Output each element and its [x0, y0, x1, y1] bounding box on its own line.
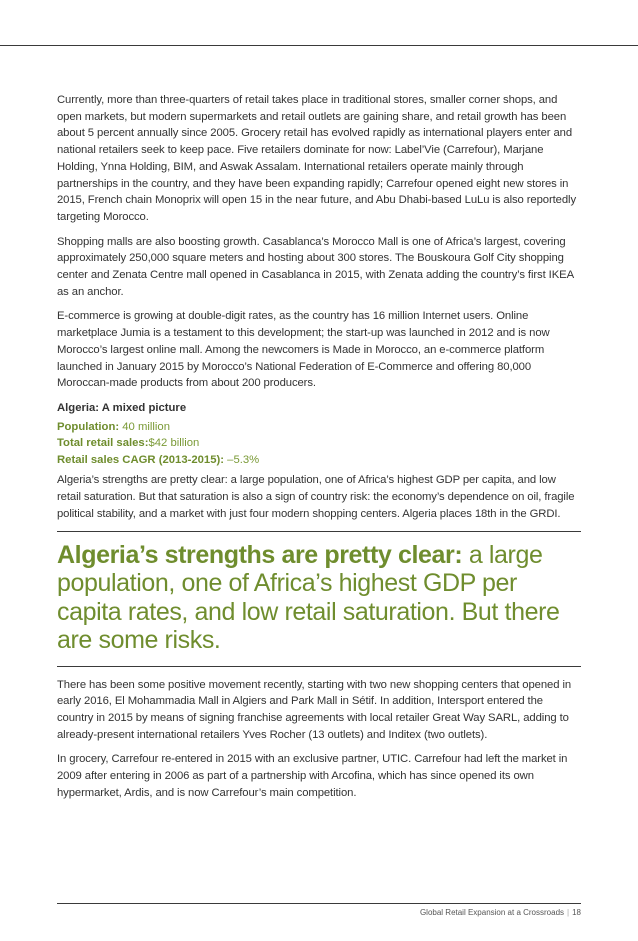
paragraph-e-commerce: E-commerce is growing at double-digit rates, as the country has 16 million Internet users. Online marketplace Jumia is a testament to this development; the start-up was launched in 2012 and is now Morocco’s largest online mall. Among the newcomers is Made in Morocco, an e-commerce platform launched in January 2015 by Morocco’s National Federation of E-Commerce and offering 80,000 Moroccan-made products from about 200 producers.: [57, 310, 550, 390]
algeria-stats: [57, 419, 582, 469]
footer-rule: [57, 903, 581, 904]
top-rule: [0, 45, 638, 46]
stat-population-value: 40 million: [122, 420, 170, 433]
section-heading-algeria: Algeria: A mixed picture: [57, 401, 187, 414]
paragraph-recent-movement: There has been some positive movement recently, starting with two new shopping centers that opened in early 2016, El Mohammadia Mall in Algiers and Park Mall in Sétif. In addition, Intersport entered the country in 2015 by means of signing franchise agreements with local retailer Great Way SARL, adding to already-present international retailers Yves Rocher (13 outlets) and Inditex (two outlets).: [57, 678, 572, 741]
paragraph-algeria-strengths: Algeria’s strengths are pretty clear: a large population, one of Africa’s highest GDP per capita, and low retail saturation. But that saturation is also a sign of country risk: the economy’s dependence on oil, fragile political stability, and a market with just four modern shopping centers. Algeria places 18th in the GRDI.: [57, 474, 575, 520]
page-number: 18: [572, 908, 581, 917]
pull-quote-bottom-rule: [57, 666, 581, 667]
footer-title: Global Retail Expansion at a Crossroads: [419, 908, 565, 917]
stat-retail-sales: [57, 435, 582, 452]
paragraph-grocery: In grocery, Carrefour re-entered in 2015 with an exclusive partner, UTIC. Carrefour had left the market in 2009 after entering in 2006 as part of a partnership with Arcofina, which has since opened its own hypermarket, Ardis, and is now Carrefour’s main competition.: [57, 753, 568, 799]
pull-quote-bold: Algeria’s strengths are pretty clear:: [57, 540, 463, 569]
stat-population: [57, 419, 582, 436]
paragraph-shopping-malls: Shopping malls are also boosting growth. Casablanca’s Morocco Mall is one of Africa’s largest, covering approximately 250,000 square meters and hosting about 300 stores. The Bouskoura Golf City shopping center and Zenata Centre mall opened in Casablanca in 2015, with Zenata adding the country’s first IKEA as an anchor.: [57, 235, 574, 298]
stat-population-label: Population:: [57, 420, 120, 433]
paragraph-retail-overview: Currently, more than three-quarters of retail takes place in traditional stores, smaller corner shops, and open markets, but modern supermarkets and retail outlets are gaining share, and retail growth has been about 5 percent annually since 2005. Grocery retail has evolved rapidly as international players enter and national retailers seek to keep pace. Five retailers dominate for now: Label’Vie (Carrefour), Marjane Holding, Ynna Holding, BIM, and Aswak Assalam. International retailers operate mainly through partnerships in the country, and they have been expanding rapidly; Carrefour opened eight new stores in 2015, French chain Monoprix will open 15 in the near future, and Abu Dhabi-based LuLu is also reportedly targeting Morocco.: [57, 94, 577, 223]
stat-retail-sales-label: Total retail sales:: [57, 437, 149, 450]
stat-retail-sales-value: $42 billion: [148, 437, 200, 450]
page-content: [57, 92, 582, 809]
pull-quote: [57, 532, 582, 666]
page-footer: [420, 908, 581, 917]
stat-cagr-value: –5.3%: [227, 453, 260, 466]
stat-cagr: [57, 452, 582, 469]
pull-quote-text: a large population, one of Africa’s highest GDP per capita rates, and low retail saturation. But there are some risks.: [57, 540, 560, 655]
stat-cagr-label: Retail sales CAGR (2013-2015):: [57, 453, 225, 466]
footer-separator: |: [567, 908, 570, 917]
